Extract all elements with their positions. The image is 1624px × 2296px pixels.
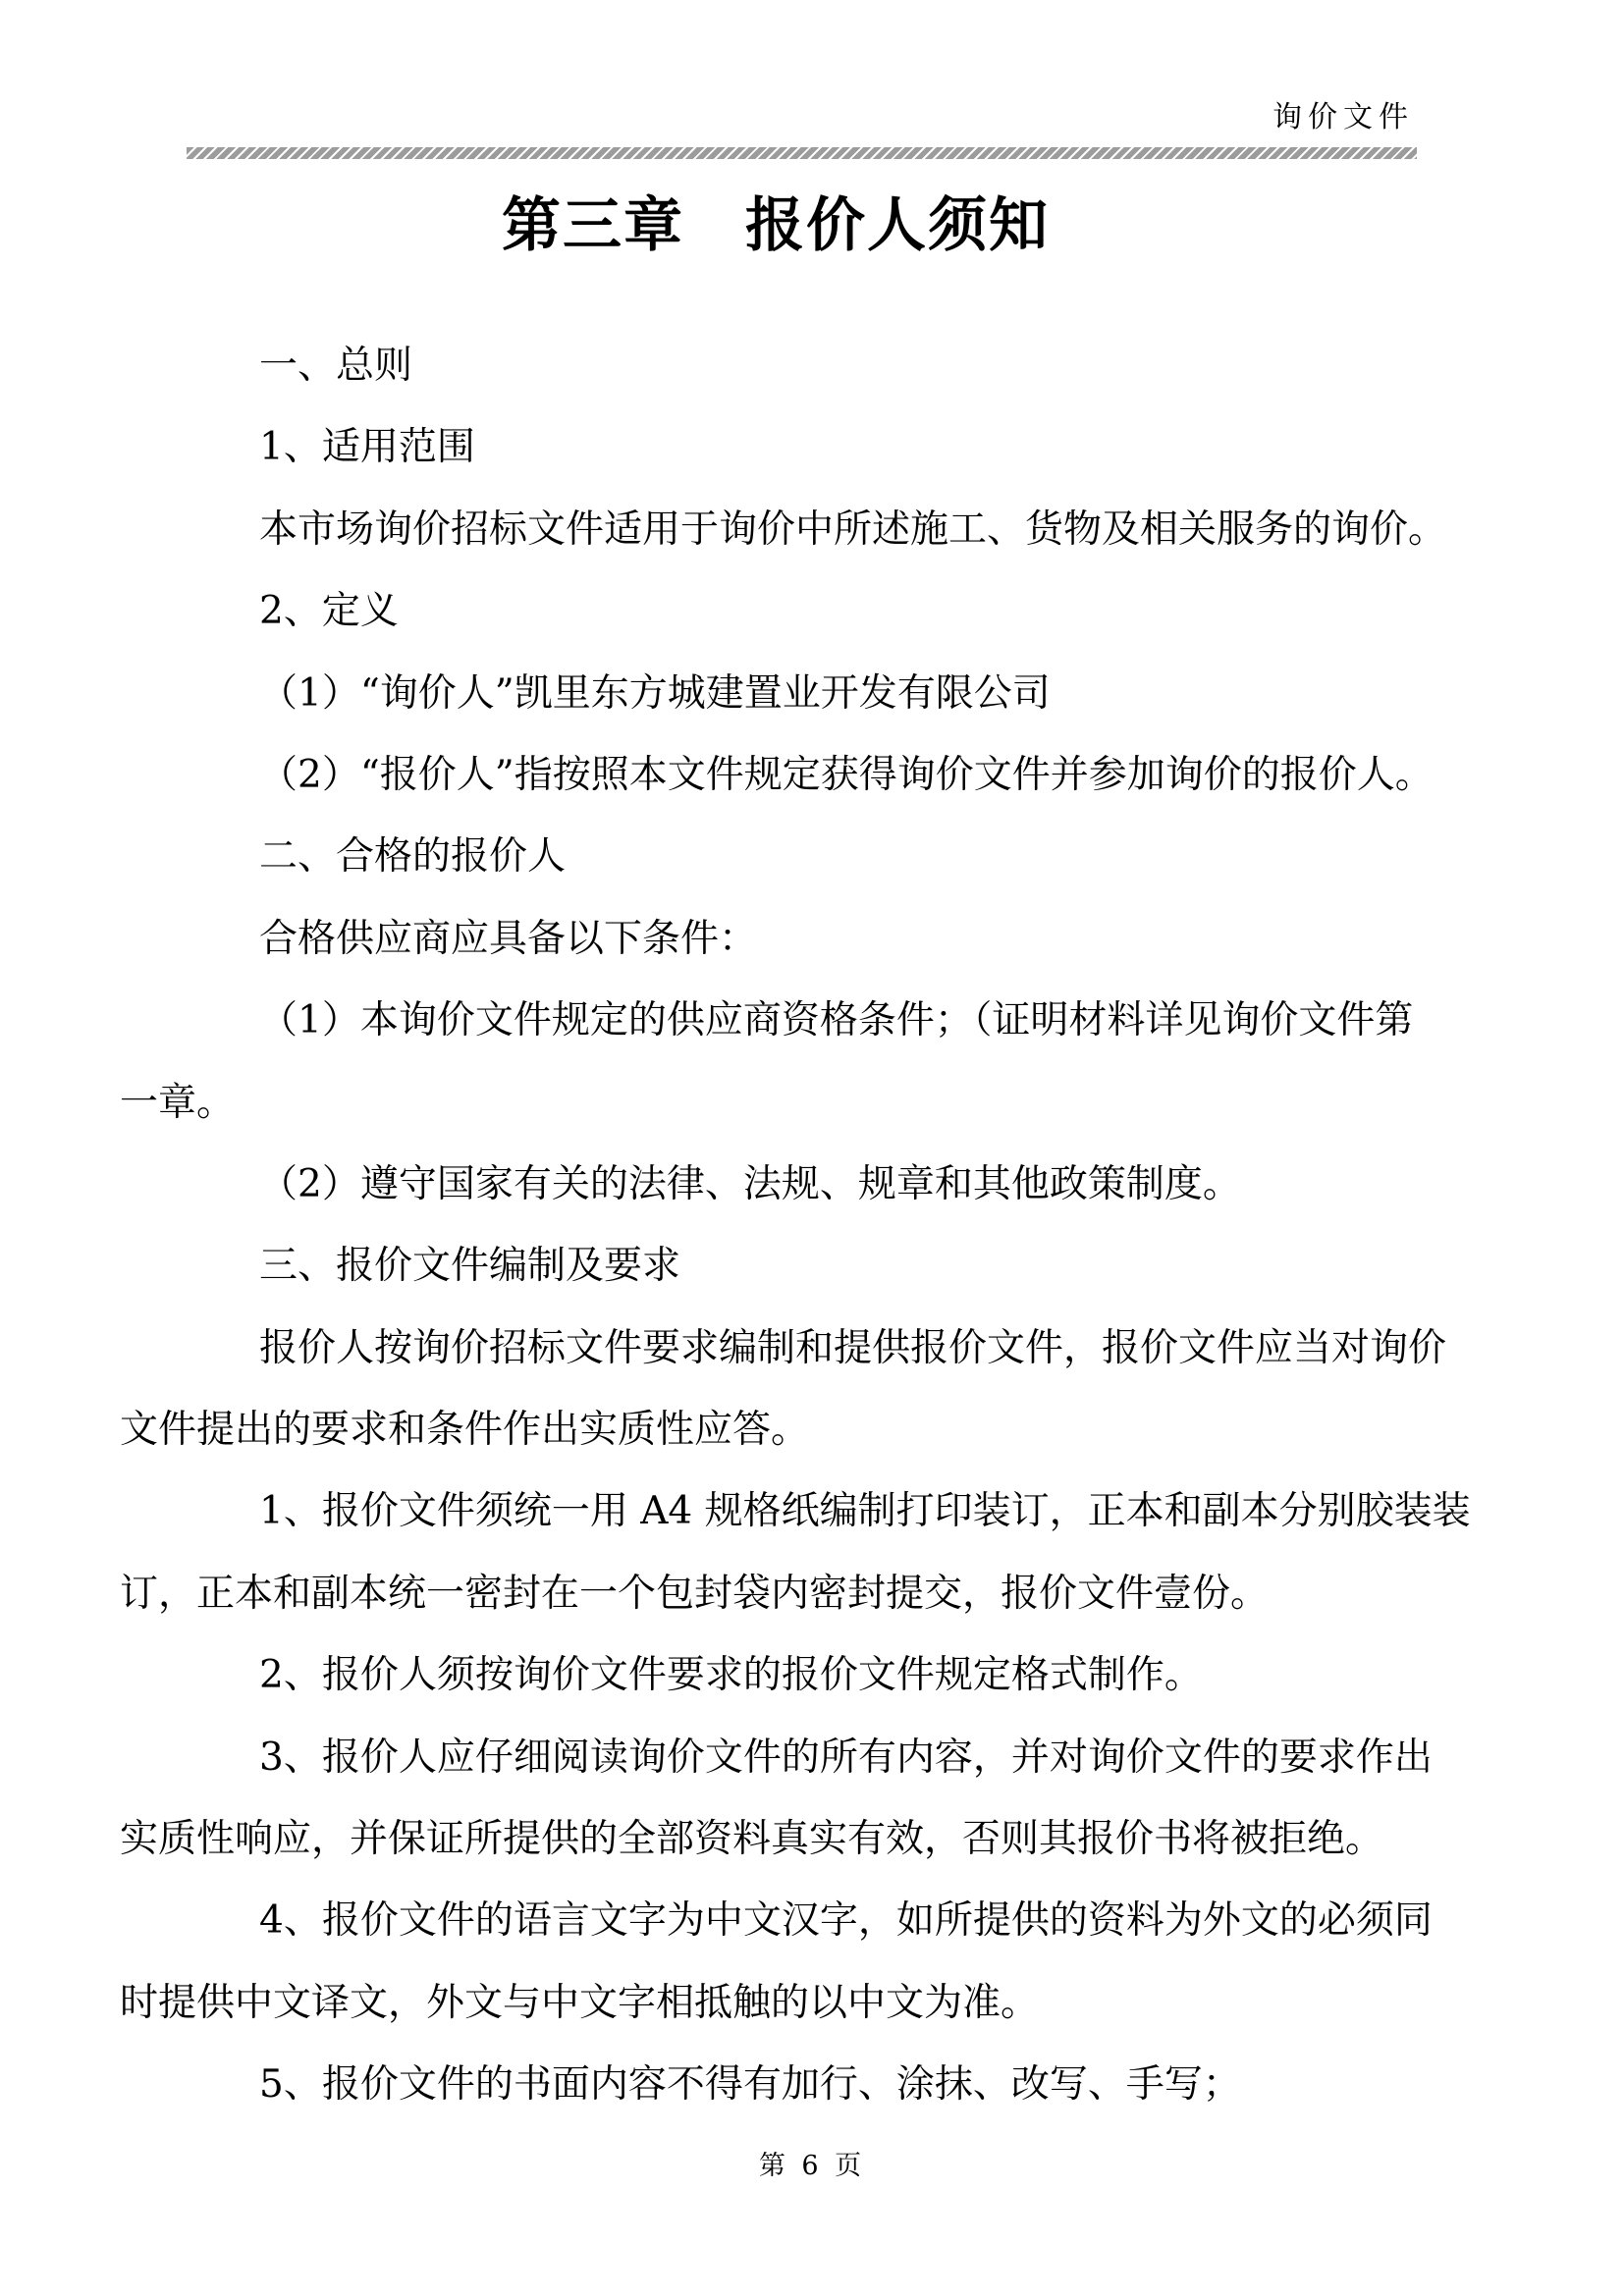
- body-line: 报价人按询价招标文件要求编制和提供报价文件，报价文件应当对询价: [259, 1325, 1447, 1370]
- body-line: 二、合格的报价人: [259, 834, 567, 880]
- body-line: 4、报价文件的语言文字为中文汉字，如所提供的资料为外文的必须同: [259, 1898, 1433, 1944]
- body-line: 3、报价人应仔细阅读询价文件的所有内容，并对询价文件的要求作出: [259, 1735, 1433, 1780]
- body-line: （1）本询价文件规定的供应商资格条件；（证明材料详见询价文件第: [259, 998, 1414, 1043]
- body-line: 三、报价文件编制及要求: [259, 1244, 681, 1289]
- body-line: 订，正本和副本统一密封在一个包封袋内密封提交，报价文件壹份。: [120, 1571, 1270, 1616]
- document-title: 第三章 报价人须知: [502, 191, 1050, 260]
- body-line: 5、报价文件的书面内容不得有加行、涂抹、改写、手写；: [259, 2062, 1241, 2108]
- body-line: （1）“询价人”凯里东方城建置业开发有限公司: [259, 670, 1051, 716]
- body-line: 2、定义: [259, 589, 399, 634]
- body-line: （2）“报价人”指按照本文件规定获得询价文件并参加询价的报价人。: [259, 752, 1434, 797]
- body-line: 合格供应商应具备以下条件：: [259, 916, 758, 961]
- page-number: 第 6 页: [758, 2151, 866, 2181]
- body-line: 一章。: [120, 1080, 236, 1125]
- body-line: 一、总则: [259, 344, 413, 388]
- body-line: 实质性响应，并保证所提供的全部资料真实有效，否则其报价书将被拒绝。: [120, 1817, 1384, 1862]
- body-line: 时提供中文译文，外文与中文字相抵触的以中文为准。: [120, 1980, 1040, 2025]
- body-line: 本市场询价招标文件适用于询价中所述施工、货物及相关服务的询价。: [259, 507, 1447, 552]
- body-line: （2）遵守国家有关的法律、法规、规章和其他政策制度。: [259, 1161, 1241, 1206]
- body-line: 1、报价文件须统一用 A4 规格纸编制打印装订，正本和副本分别胶装装: [259, 1489, 1471, 1534]
- body-line: 文件提出的要求和条件作出实质性应答。: [120, 1408, 810, 1453]
- doc-type-label: 询价文件: [1272, 100, 1414, 134]
- header-divider: [187, 147, 1417, 159]
- body-line: 2、报价人须按询价文件要求的报价文件规定格式制作。: [259, 1653, 1203, 1698]
- document-body: [120, 325, 1471, 2126]
- page-footer: [0, 2150, 1624, 2183]
- body-line: 1、适用范围: [259, 425, 475, 470]
